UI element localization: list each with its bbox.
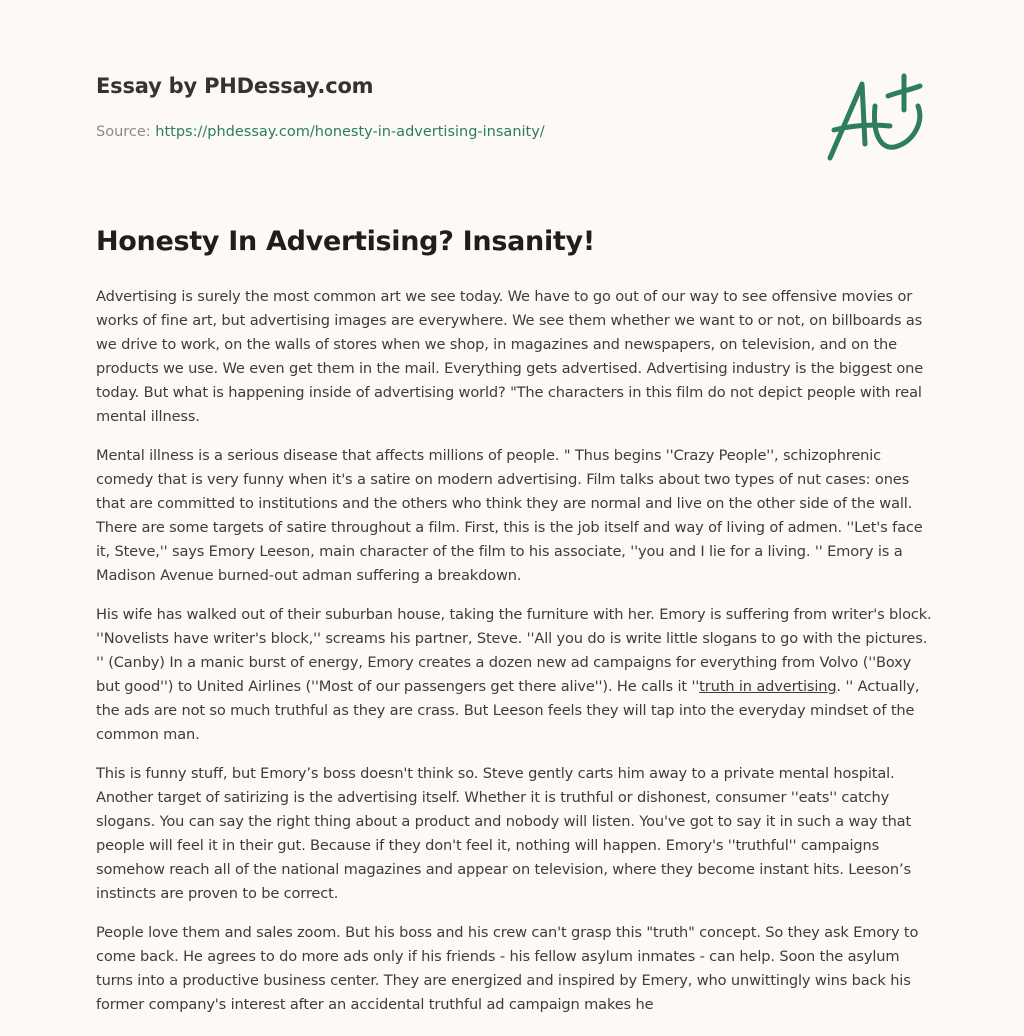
page-header [96,74,936,140]
essay-paragraph: Advertising is surely the most common art we see today. We have to go out of our way to see offensive movies or works of fine art, but advertising images are everywhere. We see them whether we want to or not, on billboards as we drive to work, on the walls of stores when we shop, in magazines and newspapers, on television, and on the products we use. We even get them in the mail. Everything gets advertised. Advertising industry is the biggest one today. But what is happening inside of advertising world? "The characters in this film do not depict people with real mental illness. [96,288,924,425]
paragraph-text: . '' Actually, the ads are not so much truthful as they are crass. But Leeson feels they will tap into the everyday mindset of the common man. [96,678,920,743]
truth-in-advertising-link[interactable]: truth in advertising [699,678,837,695]
essay-title: Honesty In Advertising? Insanity! [96,226,595,257]
source-label: Source: [96,124,156,140]
essay-paragraph: Mental illness is a serious disease that affects millions of people. " Thus begins ''Crazy People'', schizophrenic comedy that is very funny when it's a satire on modern advertising. Film talks about two types of nut cases: ones that are committed to institutions and the others who think they are normal and live on the other side of the wall. There are some targets of satire throughout a film. First, this is the job itself and way of living of admen. ''Let's face it, Steve,'' says Emory Leeson, main character of the film to his associate, ''you and I lie for a living. '' Emory is a Madison Avenue burned-out adman suffering a breakdown. [96,447,923,584]
source-line [96,124,545,140]
essay-paragraph: People love them and sales zoom. But his boss and his crew can't grasp this "truth" concept. So they ask Emory to come back. He agrees to do more ads only if his friends - his fellow asylum inmates - can help. Soon the asylum turns into a productive business center. They are energized and inspired by Emery, who unwittingly wins back his former company's interest after an accidental truthful ad campaign makes he [96,924,919,1013]
essay-paragraph [96,603,938,747]
a-plus-grade-icon [820,66,930,166]
essay-body [96,285,938,1032]
essay-paragraph: This is funny stuff, but Emory’s boss doesn't think so. Steve gently carts him away to a private mental hospital. Another target of satirizing is the advertising itself. Whether it is truthful or dishonest, consumer ''eats'' catchy slogans. You can say the right thing about a product and nobody will listen. You've got to say it in such a way that people will feel it in their gut. Because if they don't feel it, nothing will happen. Emory's ''truthful'' campaigns somehow reach all of the national magazines and appear on television, where they become instant hits. Leeson’s instincts are proven to be correct. [96,765,912,902]
source-link[interactable]: https://phdessay.com/honesty-in-advertising-insanity/ [155,124,545,140]
paragraph-text: His wife has walked out of their suburban house, taking the furniture with her. Emory is suffering from writer's block. ''Novelists have writer's block,'' screams his partner, Steve. ''All you do is write little slogans to go with the pictures. '' (Canby) In a manic burst of energy, Emory creates a dozen new ad campaigns for everything from Volvo (''Boxy but good'') to United Airlines (''Most of our passengers get there alive''). He calls it '' [96,606,932,695]
site-title: Essay by PHDessay.com [96,74,374,98]
